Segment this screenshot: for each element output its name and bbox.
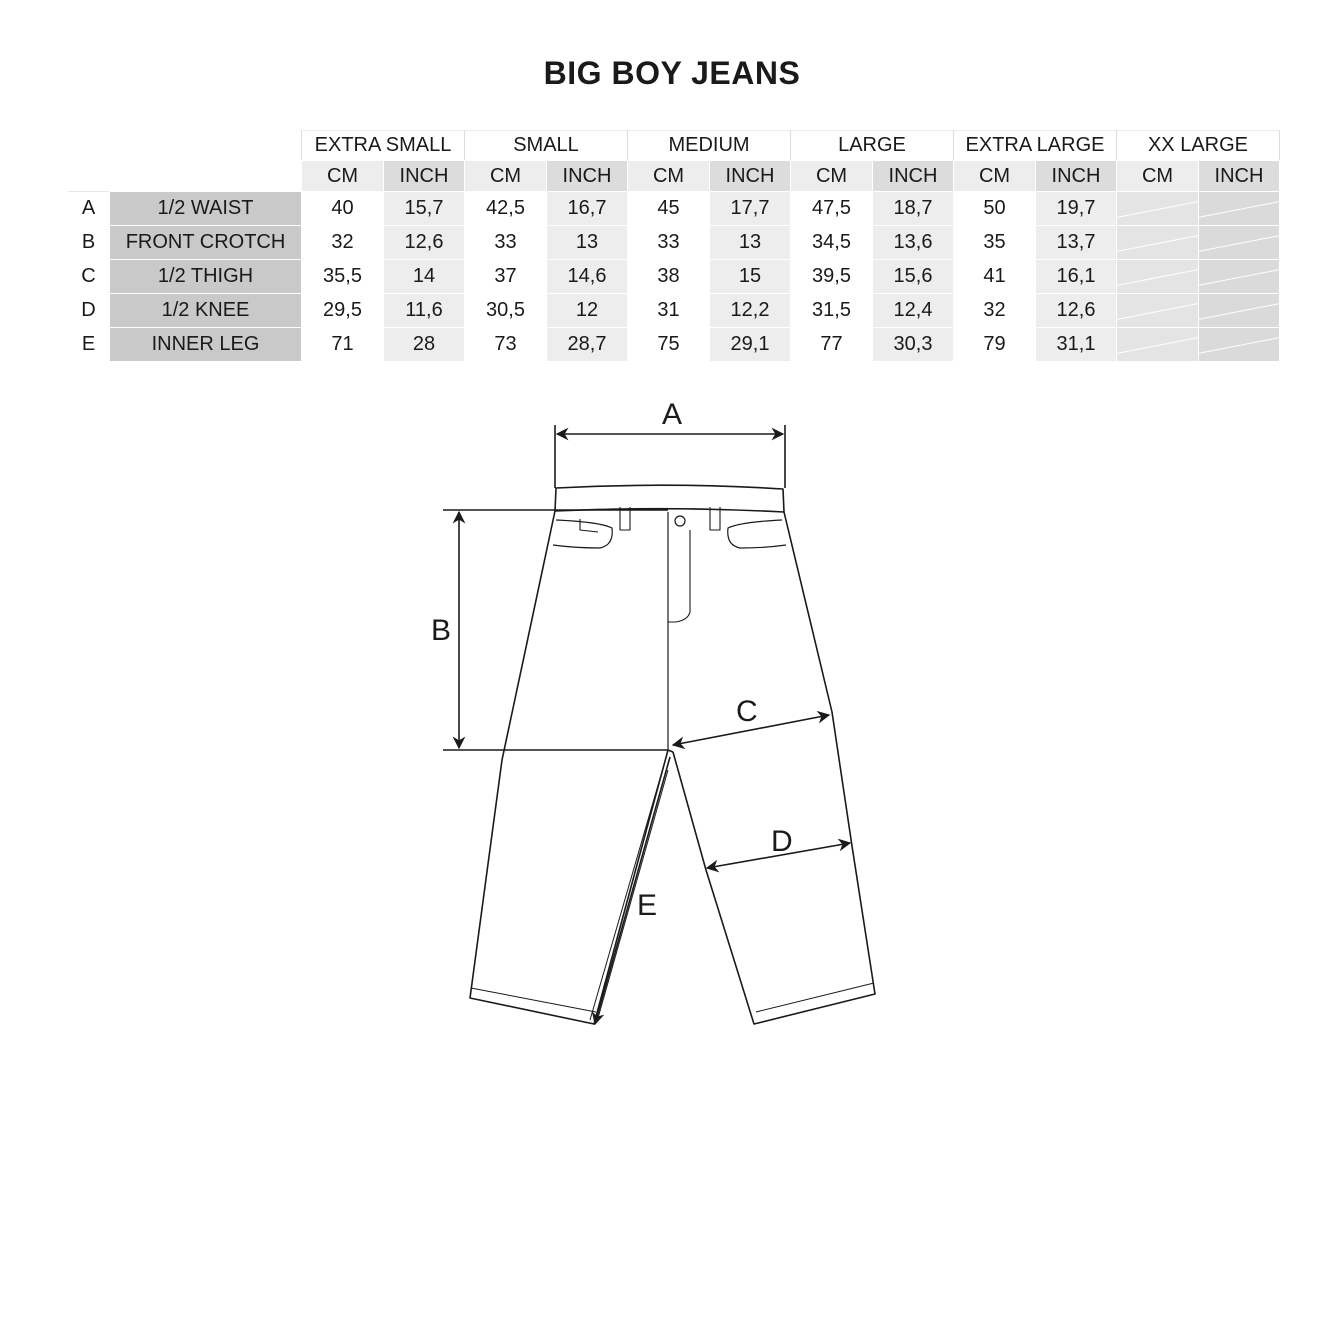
value-cm: 38 (628, 260, 710, 294)
value-inch: 28 (384, 328, 465, 362)
size-header-xs: EXTRA SMALL (302, 131, 465, 161)
left-leg-outline (470, 511, 673, 1024)
row-letter: E (68, 328, 110, 362)
value-cm: 30,5 (465, 294, 547, 328)
value-inch: 14,6 (547, 260, 628, 294)
value-cm: 50 (954, 192, 1036, 226)
row-letter: D (68, 294, 110, 328)
value-cm: 79 (954, 328, 1036, 362)
value-cm: 32 (302, 226, 384, 260)
unit-cm: CM (628, 161, 710, 192)
right-leg-outline (673, 512, 875, 1024)
row-label: 1/2 WAIST (110, 192, 302, 226)
value-cm: 33 (465, 226, 547, 260)
unit-inch: INCH (547, 161, 628, 192)
value-cm: 34,5 (791, 226, 873, 260)
right-hem (756, 983, 874, 1012)
value-inch: 12 (547, 294, 628, 328)
row-letter: A (68, 192, 110, 226)
unit-inch: INCH (1199, 161, 1280, 192)
label-c: C (736, 695, 758, 728)
fly-stitch (668, 530, 690, 622)
value-inch: 13 (547, 226, 628, 260)
row-label: FRONT CROTCH (110, 226, 302, 260)
value-cm: 32 (954, 294, 1036, 328)
value-inch: 30,3 (873, 328, 954, 362)
size-header-m: MEDIUM (628, 131, 791, 161)
waistband (555, 485, 784, 512)
unit-cm: CM (1117, 161, 1199, 192)
row-letter: B (68, 226, 110, 260)
value-inch: 19,7 (1036, 192, 1117, 226)
belt-loop-right (710, 507, 720, 530)
value-inch: 15,7 (384, 192, 465, 226)
value-inch: 12,6 (384, 226, 465, 260)
unit-inch: INCH (1036, 161, 1117, 192)
value-inch: 12,2 (710, 294, 791, 328)
value-inch: 31,1 (1036, 328, 1117, 362)
size-header-xxl: XX LARGE (1117, 131, 1280, 161)
jeans-outline (470, 485, 875, 1024)
value-cm: 37 (465, 260, 547, 294)
value-cm: 77 (791, 328, 873, 362)
value-cm: 39,5 (791, 260, 873, 294)
measure-labels (431, 398, 793, 922)
unit-cm: CM (791, 161, 873, 192)
value-cm: 41 (954, 260, 1036, 294)
right-pocket (728, 520, 786, 548)
value-cm: 42,5 (465, 192, 547, 226)
value-inch: 15 (710, 260, 791, 294)
unit-cm: CM (954, 161, 1036, 192)
value-cm: 73 (465, 328, 547, 362)
unit-inch: INCH (384, 161, 465, 192)
value-inch: 12,4 (873, 294, 954, 328)
left-hem (471, 988, 596, 1012)
value-inch: 28,7 (547, 328, 628, 362)
value-inch: 14 (384, 260, 465, 294)
unit-cm: CM (465, 161, 547, 192)
value-inch: 16,7 (547, 192, 628, 226)
page-title: BIG BOY JEANS (543, 55, 801, 91)
size-header-l: LARGE (791, 131, 954, 161)
unit-cm: CM (302, 161, 384, 192)
value-cm: 45 (628, 192, 710, 226)
value-cm: 47,5 (791, 192, 873, 226)
measure-e-line (595, 757, 670, 1024)
left-pocket-inner (580, 519, 598, 532)
measure-lines (443, 425, 850, 1024)
unit-inch: INCH (710, 161, 791, 192)
value-cm: 75 (628, 328, 710, 362)
value-cm: 33 (628, 226, 710, 260)
value-cm: 31 (628, 294, 710, 328)
value-cm: 40 (302, 192, 384, 226)
label-a: A (662, 398, 683, 431)
value-inch: 29,1 (710, 328, 791, 362)
button-icon (675, 516, 685, 526)
value-inch: 15,6 (873, 260, 954, 294)
left-pocket (553, 520, 612, 548)
value-cm: 31,5 (791, 294, 873, 328)
value-inch: 11,6 (384, 294, 465, 328)
size-header-s: SMALL (465, 131, 628, 161)
value-inch: 18,7 (873, 192, 954, 226)
value-cm: 71 (302, 328, 384, 362)
value-inch: 12,6 (1036, 294, 1117, 328)
size-header-xl: EXTRA LARGE (954, 131, 1117, 161)
label-e: E (637, 889, 658, 922)
value-cm: 35,5 (302, 260, 384, 294)
value-inch: 17,7 (710, 192, 791, 226)
value-cm: 29,5 (302, 294, 384, 328)
row-letter: C (68, 260, 110, 294)
value-inch: 13,6 (873, 226, 954, 260)
value-cm: 35 (954, 226, 1036, 260)
value-inch: 13 (710, 226, 791, 260)
label-d: D (771, 825, 793, 858)
label-b: B (431, 614, 452, 647)
inseam-left-2 (598, 770, 668, 1018)
value-inch: 16,1 (1036, 260, 1117, 294)
row-label: 1/2 KNEE (110, 294, 302, 328)
unit-inch: INCH (873, 161, 954, 192)
row-label: 1/2 THIGH (110, 260, 302, 294)
row-label: INNER LEG (110, 328, 302, 362)
value-inch: 13,7 (1036, 226, 1117, 260)
